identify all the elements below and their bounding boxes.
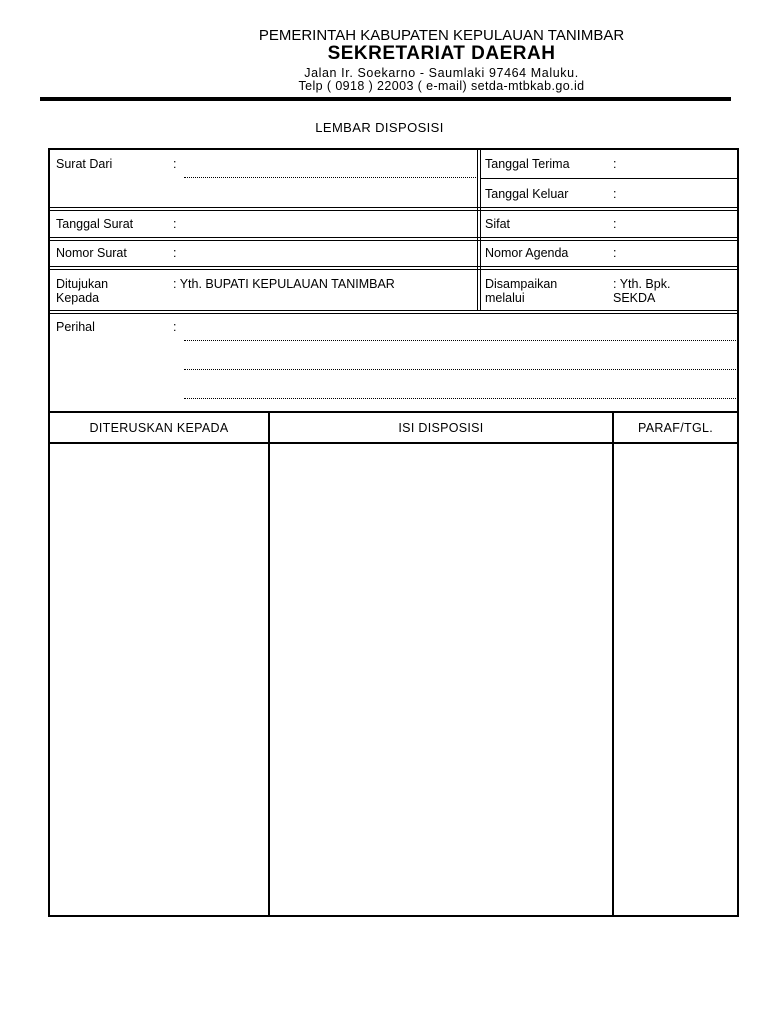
disampaikan-label-line2: melalui — [485, 291, 525, 305]
form-title: LEMBAR DISPOSISI — [315, 120, 444, 135]
surat-dari-field[interactable] — [184, 152, 476, 177]
nomor-agenda-colon: : — [613, 246, 617, 260]
nomor-agenda-label: Nomor Agenda — [485, 246, 569, 260]
ditujukan-value: : Yth. BUPATI KEPULAUAN TANIMBAR — [173, 277, 395, 291]
office-contact: Telp ( 0918 ) 22003 ( e-mail) setda-mtbkab.go.id — [298, 79, 585, 93]
isi-disposisi-cell[interactable] — [270, 444, 612, 915]
perihal-field[interactable] — [184, 316, 738, 408]
perihal-label: Perihal — [56, 320, 95, 334]
col-isi-disposisi: ISI DISPOSISI — [398, 421, 484, 435]
disampaikan-value-line1: : Yth. Bpk. — [613, 277, 671, 291]
nomor-surat-label: Nomor Surat — [56, 246, 127, 260]
surat-dari-colon: : — [173, 157, 177, 171]
tanggal-terima-colon: : — [613, 157, 617, 171]
tanggal-surat-field[interactable] — [184, 212, 476, 236]
nomor-agenda-field[interactable] — [622, 242, 736, 265]
tanggal-terima-label: Tanggal Terima — [485, 157, 570, 171]
office-address: Jalan Ir. Soekarno - Saumlaki 97464 Maluku. — [304, 66, 579, 80]
tanggal-keluar-field[interactable] — [622, 181, 736, 206]
perihal-colon: : — [173, 320, 177, 334]
surat-dari-label: Surat Dari — [56, 157, 113, 171]
tanggal-terima-field[interactable] — [622, 151, 736, 177]
ditujukan-label-line1: Ditujukan — [56, 277, 109, 291]
header-rule — [40, 97, 731, 101]
disampaikan-label-line1: Disampaikan — [485, 277, 558, 291]
nomor-surat-field[interactable] — [184, 242, 476, 265]
tanggal-keluar-label: Tanggal Keluar — [485, 187, 569, 201]
sifat-field[interactable] — [622, 212, 736, 236]
government-name: PEMERINTAH KABUPATEN KEPULAUAN TANIMBAR — [258, 27, 625, 44]
tanggal-surat-colon: : — [173, 217, 177, 231]
nomor-surat-colon: : — [173, 246, 177, 260]
tanggal-keluar-colon: : — [613, 187, 617, 201]
sifat-colon: : — [613, 217, 617, 231]
sifat-label: Sifat — [485, 217, 511, 231]
disampaikan-value-line2: SEKDA — [613, 291, 656, 305]
tanggal-surat-label: Tanggal Surat — [56, 217, 134, 231]
paraf-tgl-cell[interactable] — [614, 444, 737, 915]
ditujukan-label-line2: Kepada — [56, 291, 100, 305]
col-diteruskan-kepada: DITERUSKAN KEPADA — [89, 421, 229, 435]
col-paraf-tgl: PARAF/TGL. — [637, 421, 713, 435]
diteruskan-kepada-cell[interactable] — [50, 444, 268, 915]
office-name: SEKRETARIAT DAERAH — [327, 43, 556, 64]
